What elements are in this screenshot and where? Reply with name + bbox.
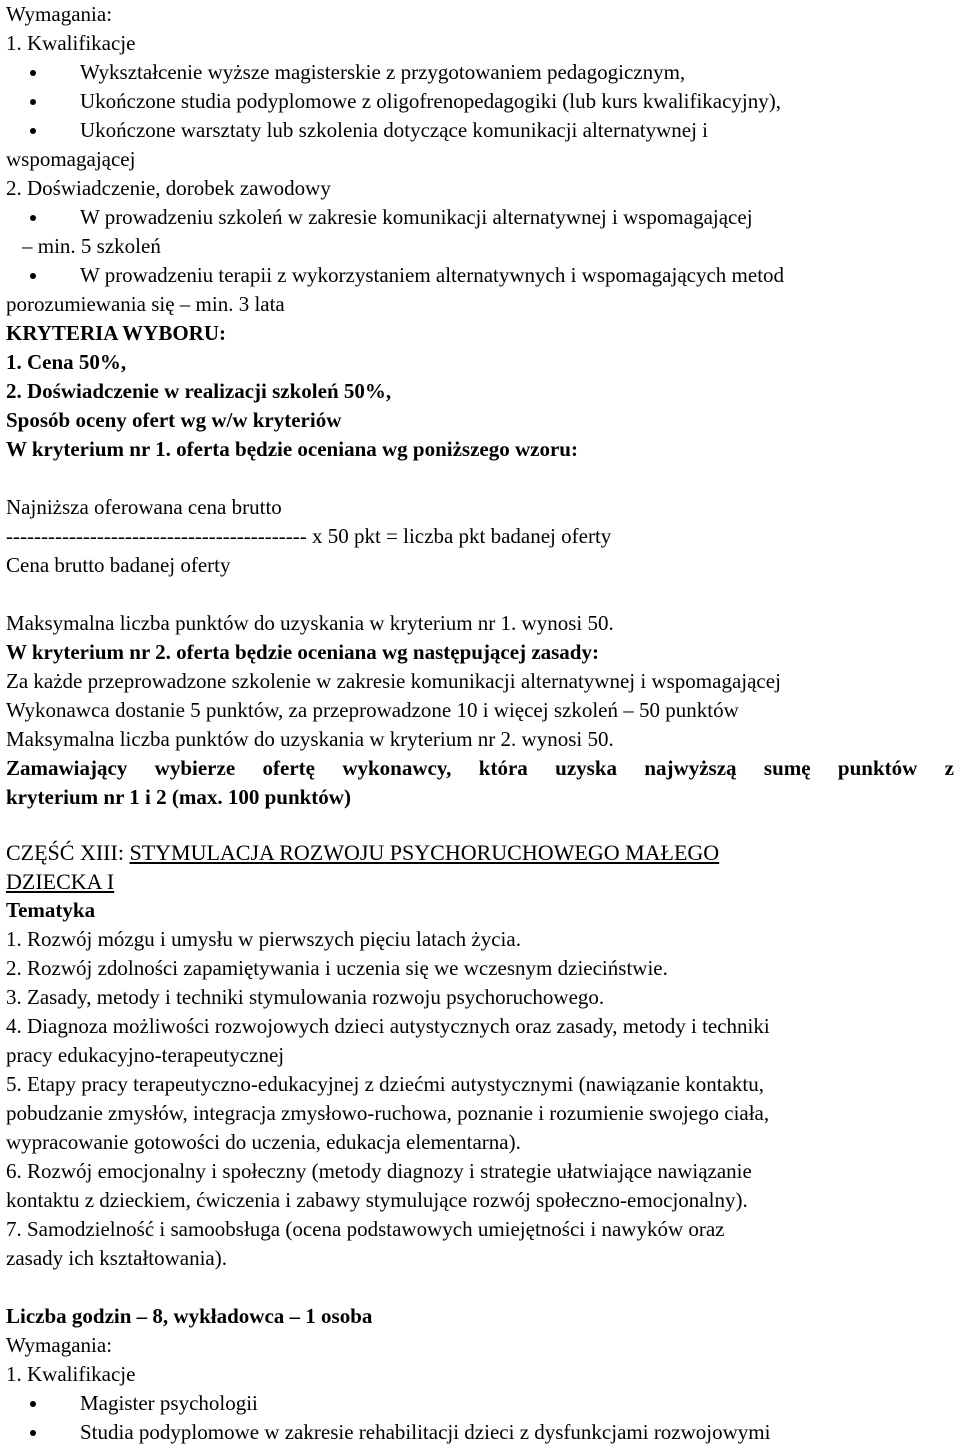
bullet-icon	[30, 1430, 36, 1436]
list-item	[6, 261, 954, 290]
spacer	[6, 580, 954, 609]
list-item-text: Studia podyplomowe w zakresie rehabilitacji dzieci z dysfunkcjami rozwojowymi	[80, 1420, 771, 1444]
list-item	[6, 203, 954, 232]
sposob-oceny: Sposób oceny ofert wg w/w kryteriów	[6, 408, 342, 432]
section-title-text: STYMULACJA ROZWOJU PSYCHORUCHOWEGO MAŁEGO	[129, 840, 720, 865]
tematyka-line: pobudzanie zmysłów, integracja zmysłowo-ruchowa, poznanie i rozumienie swojego ciała,	[6, 1101, 770, 1125]
tematyka-heading: Tematyka	[6, 898, 96, 922]
zamawiajacy-line: Zamawiający wybierze ofertę wykonawcy, która uzyska najwyższą sumę punktów z	[6, 756, 954, 780]
tematyka-line: kontaktu z dzieckiem, ćwiczenia i zabawy stymulujące rozwój społeczno-emocjonalny).	[6, 1188, 748, 1212]
doswiadczenie-label: 2. Doświadczenie, dorobek zawodowy	[6, 176, 331, 200]
kryterium-2-heading: W kryterium nr 2. oferta będzie oceniana wg następującej zasady:	[6, 640, 599, 664]
bullet-icon	[30, 70, 36, 76]
spacer	[6, 812, 954, 838]
zasada-line: Za każde przeprowadzone szkolenie w zakresie komunikacji alternatywnej i wspomagającej	[6, 669, 781, 693]
bullet-icon	[30, 215, 36, 221]
tematyka-line: 6. Rozwój emocjonalny i społeczny (metody diagnozy i strategie ułatwiające nawiązanie	[6, 1159, 752, 1183]
tematyka-line: 4. Diagnoza możliwości rozwojowych dzieci autystycznych oraz zasady, metody i techniki	[6, 1014, 770, 1038]
section-title-cont: DZIECKA I	[6, 869, 115, 894]
wymagania-label: Wymagania:	[6, 1333, 113, 1357]
list-item	[6, 1418, 954, 1447]
bullet-icon	[30, 1401, 36, 1407]
bullet-icon	[30, 99, 36, 105]
tematyka-line: 1. Rozwój mózgu i umysłu w pierwszych pięciu latach życia.	[6, 927, 521, 951]
liczba-godzin: Liczba godzin – 8, wykładowca – 1 osoba	[6, 1304, 373, 1328]
list-item-text: Ukończone warsztaty lub szkolenia dotyczące komunikacji alternatywnej i	[80, 118, 709, 142]
list-item	[6, 87, 954, 116]
spacer	[6, 1273, 954, 1302]
list-item-text: W prowadzeniu szkoleń w zakresie komunikacji alternatywnej i wspomagającej	[80, 205, 753, 229]
tematyka-line: wypracowanie gotowości do uczenia, edukacja elementarna).	[6, 1130, 521, 1154]
tematyka-line: 7. Samodzielność i samoobsługa (ocena podstawowych umiejętności i nawyków oraz	[6, 1217, 725, 1241]
kryteria-item: 1. Cena 50%,	[6, 350, 127, 374]
zasada-line: Wykonawca dostanie 5 punktów, za przeprowadzone 10 i więcej szkoleń – 50 punktów	[6, 698, 739, 722]
formula-denominator: Cena brutto badanej oferty	[6, 553, 231, 577]
bullet-icon	[30, 128, 36, 134]
list-item-continuation: porozumiewania się – min. 3 lata	[6, 292, 285, 316]
tematyka-line: 5. Etapy pracy terapeutyczno-edukacyjnej z dziećmi autystycznymi (nawiązanie kontaktu,	[6, 1072, 765, 1096]
section-title	[6, 838, 954, 867]
list-item	[6, 58, 954, 87]
list-item	[6, 116, 954, 145]
list-item-continuation: wspomagającej	[6, 147, 136, 171]
tematyka-line: 3. Zasady, metody i techniki stymulowania rozwoju psychoruchowego.	[6, 985, 605, 1009]
tematyka-line: 2. Rozwój zdolności zapamiętywania i uczenia się we wczesnym dzieciństwie.	[6, 956, 668, 980]
list-item	[6, 1389, 954, 1418]
list-item-text: Wykształcenie wyższe magisterskie z przygotowaniem pedagogicznym,	[80, 60, 686, 84]
zasada-line: Maksymalna liczba punktów do uzyskania w kryterium nr 2. wynosi 50.	[6, 727, 614, 751]
spacer	[6, 464, 954, 493]
kryteria-item: 2. Doświadczenie w realizacji szkoleń 50%,	[6, 379, 392, 403]
list-item-text: Magister psychologii	[80, 1391, 258, 1415]
list-item-text: Ukończone studia podyplomowe z oligofrenopedagogiki (lub kurs kwalifikacyjny),	[80, 89, 781, 113]
formula-line: ------------------------------------------- x 50 pkt = liczba pkt badanej oferty	[6, 524, 612, 548]
kwalifikacje-label: 1. Kwalifikacje	[6, 1362, 136, 1386]
kryterium-1-heading: W kryterium nr 1. oferta będzie oceniana wg poniższego wzoru:	[6, 437, 578, 461]
max-points-1: Maksymalna liczba punktów do uzyskania w kryterium nr 1. wynosi 50.	[6, 611, 614, 635]
wymagania-label: Wymagania:	[6, 2, 113, 26]
zamawiajacy-line: kryterium nr 1 i 2 (max. 100 punktów)	[6, 785, 351, 809]
list-item-text: W prowadzeniu terapii z wykorzystaniem alternatywnych i wspomagających metod	[80, 263, 785, 287]
formula-numerator: Najniższa oferowana cena brutto	[6, 495, 282, 519]
kryteria-heading: KRYTERIA WYBORU:	[6, 321, 226, 345]
kwalifikacje-label: 1. Kwalifikacje	[6, 31, 136, 55]
tematyka-line: zasady ich kształtowania).	[6, 1246, 227, 1270]
section-prefix: CZĘŚĆ XIII:	[6, 840, 130, 865]
bullet-icon	[30, 273, 36, 279]
list-item-continuation: – min. 5 szkoleń	[22, 234, 161, 258]
tematyka-line: pracy edukacyjno-terapeutycznej	[6, 1043, 285, 1067]
